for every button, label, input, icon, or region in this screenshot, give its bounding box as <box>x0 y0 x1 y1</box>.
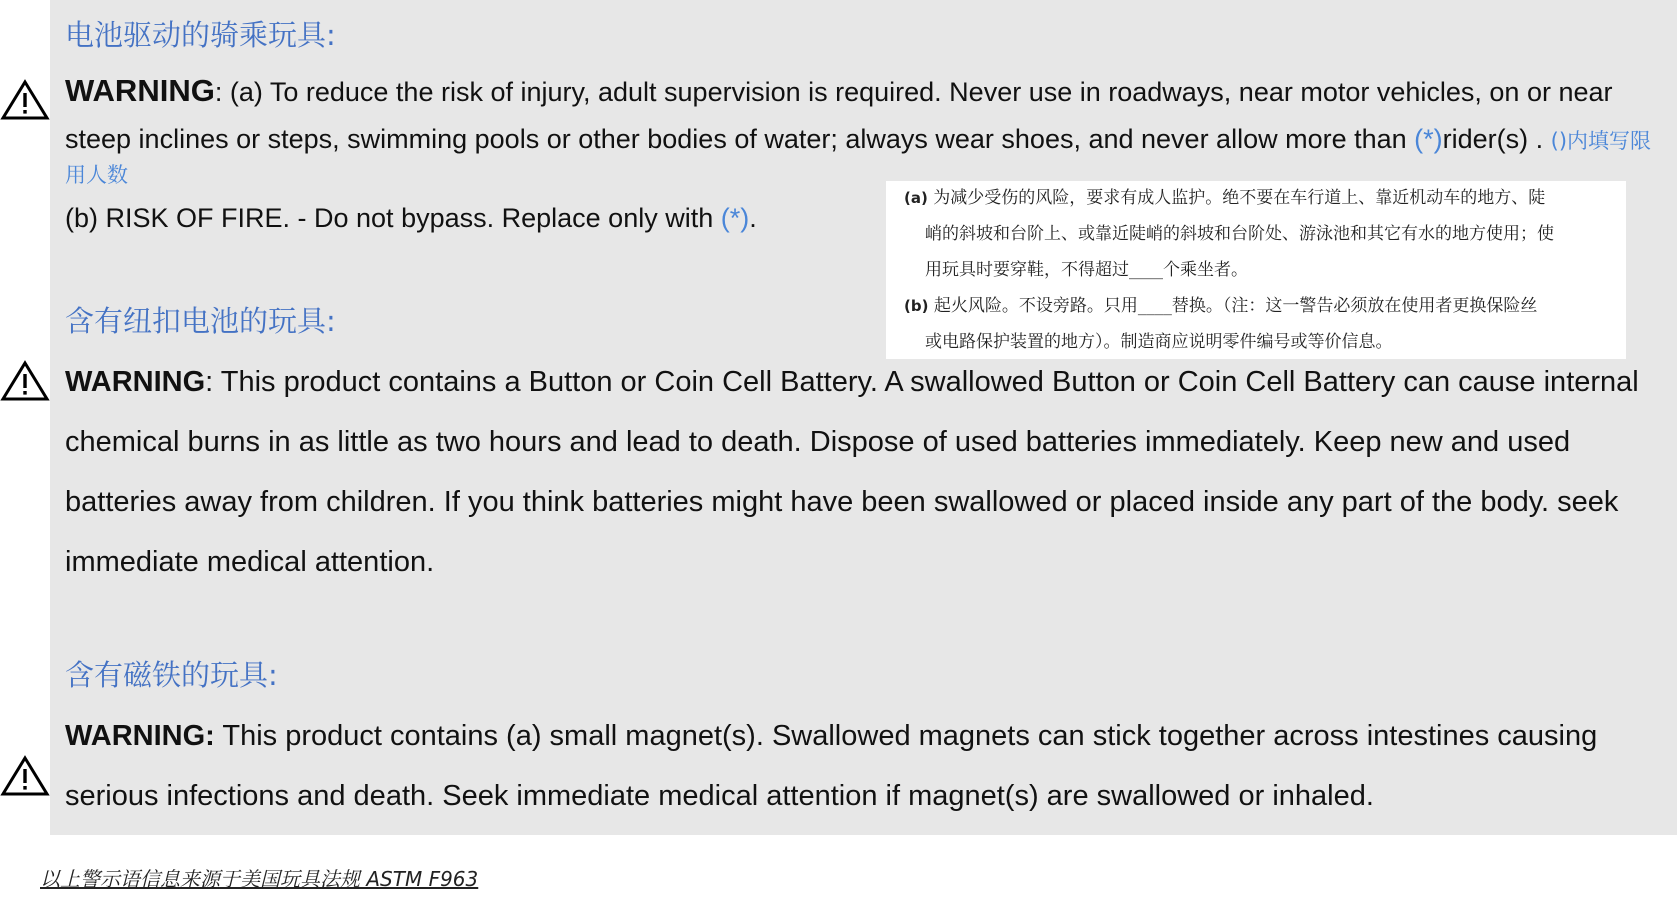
inset-line-b1: (b) 起火风险。不设旁路。只用____替换。（注：这一警告必须放在使用者更换保险丝 <box>904 296 1538 316</box>
warning-label: WARNING <box>65 366 206 398</box>
placeholder-replacement: (*) <box>720 203 750 233</box>
fill-in-note-continued: 用人数 <box>65 163 128 187</box>
inset-line-b2: 或电路保护装置的地方）。制造商应说明零件编号或等价信息。 <box>925 332 1393 352</box>
warning-text-a: (a) To reduce the risk of injury, adult supervision is required. Never use in roadways, near motor vehicles, on or near steep inclines or steps, swimming pools or other bodies of water; always wear shoes, and never allow more than <box>65 77 1613 154</box>
fill-in-note: ()内填写限 <box>1550 129 1652 153</box>
ride-on-warning-paragraph: WARNING: (a) To reduce the risk of injury, adult supervision is required. Never use in roadways, near motor vehicles, on or near steep inclines or steps, swimming pools or other bodies of water; always wear shoes, and never allow more than (*)rider(s) . ()内填写限 <box>65 73 1652 154</box>
magnet-warning-paragraph <box>65 706 1665 826</box>
section-heading-magnet: 含有磁铁的玩具: <box>65 658 278 692</box>
inset-line-a1: (a) 为减少受伤的风险，要求有成人监护。绝不要在车行道上、靠近机动车的地方、陡 <box>904 188 1546 208</box>
warning-label: WARNING <box>65 73 215 108</box>
warning-triangle-icon <box>0 755 50 797</box>
button-cell-warning-paragraph <box>65 352 1655 592</box>
inset-line-a2: 峭的斜坡和台阶上、或靠近陡峭的斜坡和台阶处、游泳池和其它有水的地方使用；使 <box>925 224 1554 244</box>
magnet-warning-text: This product contains (a) small magnet(s). Swallowed magnets can stick together across intestines causing serious infections and death. Seek immediate medical attention if magnet(s) are swallowed or inhaled. <box>65 720 1598 812</box>
section-heading-button-cell: 含有纽扣电池的玩具: <box>65 304 336 338</box>
warning-triangle-icon <box>0 79 50 121</box>
source-footnote: 以上警示语信息来源于美国玩具法规 ASTM F963 <box>40 867 479 891</box>
button-cell-warning-text: : This product contains a Button or Coin Cell Battery. A swallowed Button or Coin Cell Battery can cause internal chemical burns in as little as two hours and lead to death. Dispose of used batteries immediately. Keep new and used batteries away from children. If you think batteries might have been swallowed or placed inside any part of the body. seek immediate medical attention. <box>65 366 1639 578</box>
placeholder-rider-count: (*) <box>1414 124 1443 154</box>
warning-text-b: (b) RISK OF FIRE. - Do not bypass. Replace only with (*). <box>65 203 757 233</box>
chinese-translation-inset <box>886 181 1626 359</box>
warning-label: WARNING: <box>65 720 215 752</box>
warning-triangle-icon <box>0 360 50 402</box>
inset-line-a3: 用玩具时要穿鞋，不得超过____个乘坐者。 <box>925 260 1248 280</box>
section-heading-ride-on: 电池驱动的骑乘玩具: <box>65 18 336 52</box>
